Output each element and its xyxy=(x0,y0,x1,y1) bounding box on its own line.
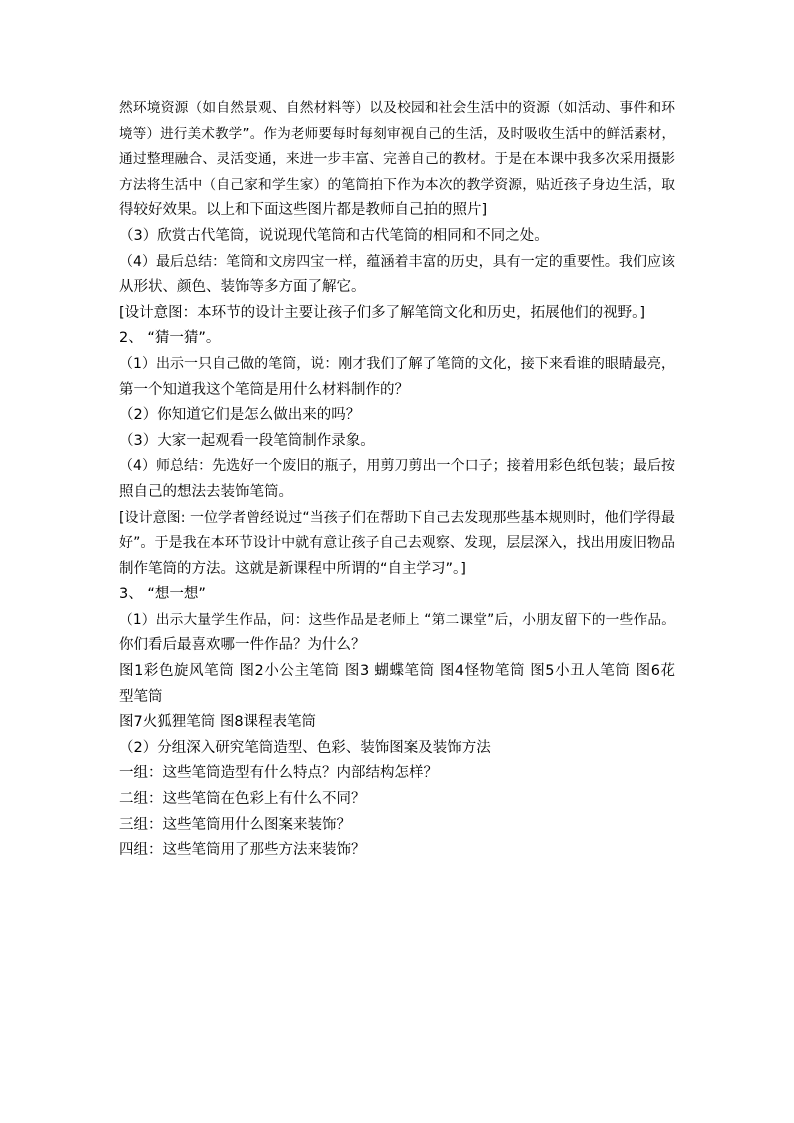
text-line: 第一个知道我这个笔筒是用什么材料制作的？ xyxy=(119,381,409,398)
text-line: 通过整理融合、灵活变通，来进一步丰富、完善自己的教材。于是在本课中我多次采用摄影 xyxy=(119,151,675,168)
text-line: 型笔筒 xyxy=(119,688,163,705)
text-line: [设计意图: 一位学者曾经说过“当孩子们在帮助下自己去发现那些基本规则时，他们学得最 xyxy=(119,509,675,526)
text-line: 二组：这些笔筒在色彩上有什么不同？ xyxy=(119,791,366,808)
text-line: （4）最后总结：笔筒和文房四宝一样，蕴涵着丰富的历史，具有一定的重要性。我们应该 xyxy=(119,253,675,270)
text-line: 方法将生活中（自己家和学生家）的笔筒拍下作为本次的教学资源，贴近孩子身边生活，取 xyxy=(119,176,675,193)
text-line: （1）出示一只自己做的笔筒，说：刚才我们了解了笔筒的文化，接下来看谁的眼睛最亮， xyxy=(119,355,675,372)
text-line: 得较好效果。以上和下面这些图片都是教师自己拍的照片] xyxy=(119,202,488,219)
text-line: 制作笔筒的方法。这就是新课程中所谓的“自主学习”。] xyxy=(119,560,466,577)
text-line: 3、 “想一想” xyxy=(119,586,206,603)
text-line: 好”。于是我在本环节设计中就有意让孩子自己去观察、发现，层层深入，找出用废旧物品 xyxy=(119,535,675,552)
document-body xyxy=(119,96,675,864)
text-line: 图7火狐狸笔筒 图8课程表笔筒 xyxy=(119,714,317,731)
text-line: （3）大家一起观看一段笔筒制作录象。 xyxy=(119,432,375,449)
text-line: 四组：这些笔筒用了那些方法来装饰？ xyxy=(119,842,366,859)
text-line: （3）欣赏古代笔筒，说说现代笔筒和古代笔筒的相同和不同之处。 xyxy=(119,227,549,244)
text-line: （2）你知道它们是怎么做出来的吗？ xyxy=(119,407,361,424)
text-line: 2、 “猜一猜”。 xyxy=(119,330,221,347)
text-line: （1）出示大量学生作品，问：这些作品是老师上 “第二课堂”后，小朋友留下的一些作品。 xyxy=(119,611,675,628)
text-line: 照自己的想法去装饰笔筒。 xyxy=(119,483,293,500)
text-line: 然环境资源（如自然景观、自然材料等）以及校园和社会生活中的资源（如活动、事件和环 xyxy=(119,100,675,116)
text-line: （2）分组深入研究笔筒造型、色彩、装饰图案及装饰方法 xyxy=(119,739,491,756)
text-line: （4）师总结：先选好一个废旧的瓶子，用剪刀剪出一个口子；接着用彩色纸包装；最后按 xyxy=(119,458,675,475)
text-line: 一组：这些笔筒造型有什么特点？内部结构怎样？ xyxy=(119,765,438,782)
text-line: 你们看后最喜欢哪一件作品？为什么？ xyxy=(119,637,366,654)
text-line: 三组：这些笔筒用什么图案来装饰？ xyxy=(119,816,351,833)
text-line: 从形状、颜色、装饰等多方面了解它。 xyxy=(119,279,366,296)
text-line: 图1彩色旋风笔筒 图2小公主笔筒 图3 蝴蝶笔筒 图4怪物笔筒 图5小丑人笔筒 图6花 xyxy=(119,663,675,680)
text-line: 境等）进行美术教学”。作为老师要每时每刻审视自己的生活，及时吸收生活中的鲜活素材， xyxy=(119,125,675,142)
text-line: [设计意图：本环节的设计主要让孩子们多了解笔筒文化和历史，拓展他们的视野。] xyxy=(119,304,646,321)
